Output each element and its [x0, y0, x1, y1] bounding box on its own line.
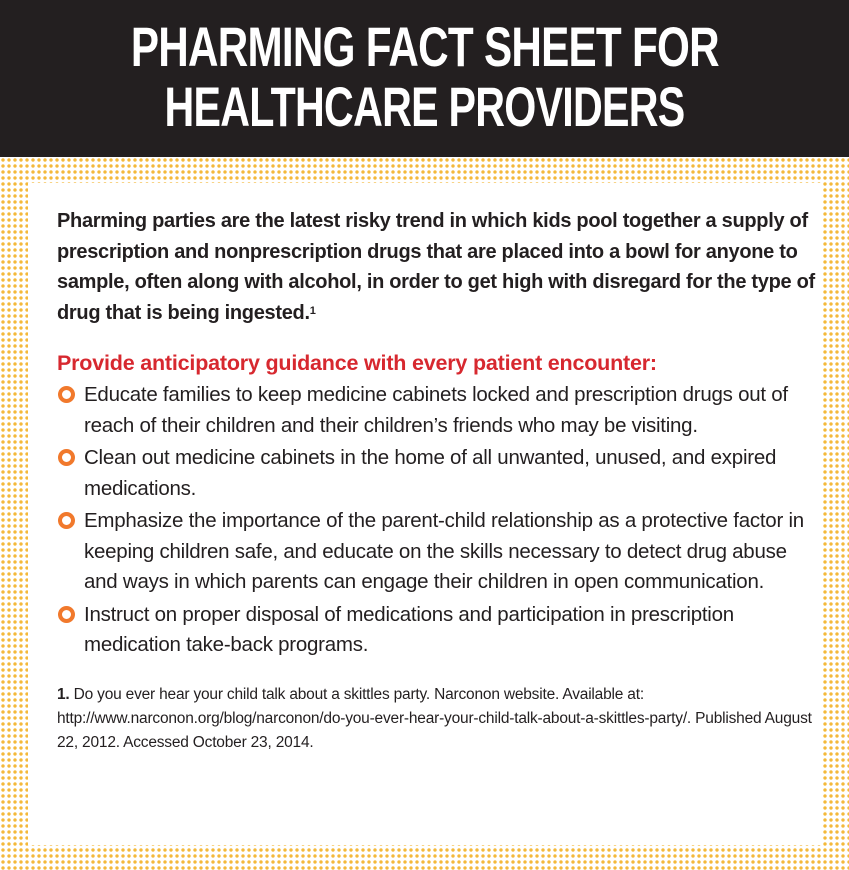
list-item-text: Instruct on proper disposal of medications and participation in prescription medication take-back programs.	[84, 602, 734, 656]
circle-bullet-icon	[58, 449, 75, 466]
circle-bullet-icon	[58, 386, 75, 403]
list-item	[57, 600, 817, 661]
list-item-text: Clean out medicine cabinets in the home of all unwanted, unused, and expired medications.	[84, 446, 777, 500]
guidance-list	[57, 380, 817, 661]
list-item	[57, 380, 817, 441]
circle-bullet-icon	[58, 512, 75, 529]
intro-paragraph	[57, 206, 817, 328]
footnote-reference: 1	[309, 304, 316, 317]
list-item-text: Educate families to keep medicine cabinets locked and prescription drugs out of reach of their children and their children’s friends who may be visiting.	[84, 383, 788, 437]
list-item	[57, 506, 817, 598]
footnote	[57, 683, 817, 755]
footnote-text: Do you ever hear your child talk about a skittles party. Narconon website. Available at: http://www.narconon.org/blog/narconon/do-you-ever-hear-your-child-talk-about-a-skittles-party/. Published August 22, 2012. Accessed October 23, 2014.	[57, 685, 812, 751]
circle-bullet-icon	[58, 606, 75, 623]
list-item	[57, 443, 817, 504]
guidance-heading: Provide anticipatory guidance with every patient encounter:	[57, 351, 657, 375]
list-item-text: Emphasize the importance of the parent-child relationship as a protective factor in keeping children safe, and educate on the skills necessary to detect drug abuse and ways in which parents can engage their children in open communication.	[84, 509, 804, 593]
intro-text: Pharming parties are the latest risky trend in which kids pool together a supply of prescription and nonprescription drugs that are placed into a bowl for anyone to sample, often along with alcohol, in order to get high with disregard for the type of drug that is being ingested.	[57, 210, 815, 324]
footnote-number: 1.	[57, 685, 70, 703]
page-title-line-1: PHARMING FACT SHEET FOR	[130, 15, 719, 78]
fact-sheet-body	[57, 206, 817, 755]
title-banner	[0, 0, 849, 157]
page-title-line-2: HEALTHCARE PROVIDERS	[164, 75, 685, 138]
